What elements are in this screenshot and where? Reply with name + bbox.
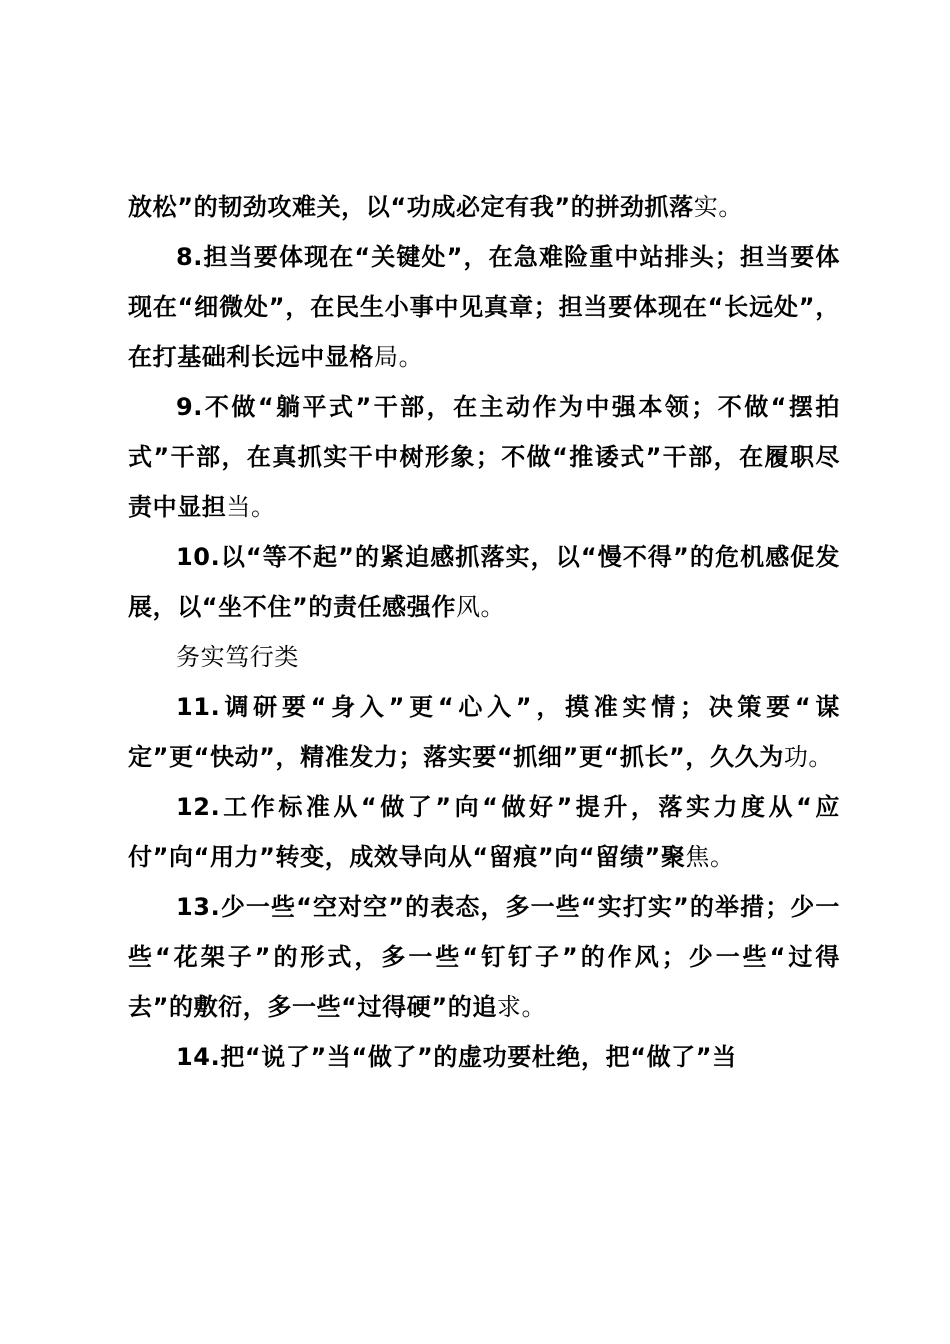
- paragraph-bold-text: 8.担当要体现在“关键处”，在急难险重中站排头；担当要体现在“细微处”，在民生小事中见真章；担当要体现在“长远处”，在打基础利长远中显格: [128, 243, 840, 371]
- paragraph-bold-text: 13.少一些“空对空”的表态，多一些“实打实”的举措；少一些“花架子”的形式，多一些“钉钉子”的作风；少一些“过得去”的敷衍，多一些“过得硬”的追: [128, 893, 840, 1021]
- paragraph-continuation: [128, 182, 840, 232]
- paragraph-tail-text: 焦。: [685, 843, 735, 871]
- paragraph-item-10: [128, 532, 840, 632]
- paragraph-item-12: [128, 782, 840, 882]
- paragraph-bold-text: 10.以“等不起”的紧迫感抓落实，以“慢不得”的危机感促发展，以“坐不住”的责任感强作: [128, 543, 840, 621]
- paragraph-item-14: [128, 1032, 840, 1082]
- paragraph-bold-text: 9.不做“躺平式”干部，在主动作为中强本领；不做“摆拍式”干部，在真抓实干中树形象；不做“推诿式”干部，在履职尽责中显担: [128, 393, 840, 521]
- paragraph-bold-text: 11.调研要“身入”更“心入”，摸准实情；决策要“谋定”更“快动”，精准发力；落实要“抓细”更“抓长”，久久为: [128, 693, 840, 771]
- paragraph-bold-text: 放松”的韧劲攻难关，以“功成必定有我”的拼劲抓落: [128, 193, 694, 221]
- paragraph-tail-text: 求。: [496, 993, 547, 1021]
- paragraph-item-11: [128, 682, 840, 782]
- paragraph-tail-text: 实。: [693, 193, 743, 221]
- document-body: [128, 182, 840, 1082]
- paragraph-tail-text: 功。: [783, 743, 834, 771]
- paragraph-item-9: [128, 382, 840, 532]
- paragraph-tail-text: 风。: [455, 593, 506, 621]
- section-heading: 务实笃行类: [176, 643, 299, 671]
- paragraph-item-13: [128, 882, 840, 1032]
- paragraph-tail-text: 当。: [226, 493, 276, 521]
- paragraph-item-8: [128, 232, 840, 382]
- paragraph-bold-text: 14.把“说了”当“做了”的虚功要杜绝，把“做了”当: [176, 1043, 737, 1071]
- paragraph-bold-text: 12.工作标准从“做了”向“做好”提升，落实力度从“应付”向“用力”转变，成效导向从“留痕”向“留绩”聚: [128, 793, 840, 871]
- paragraph-tail-text: 局。: [374, 343, 424, 371]
